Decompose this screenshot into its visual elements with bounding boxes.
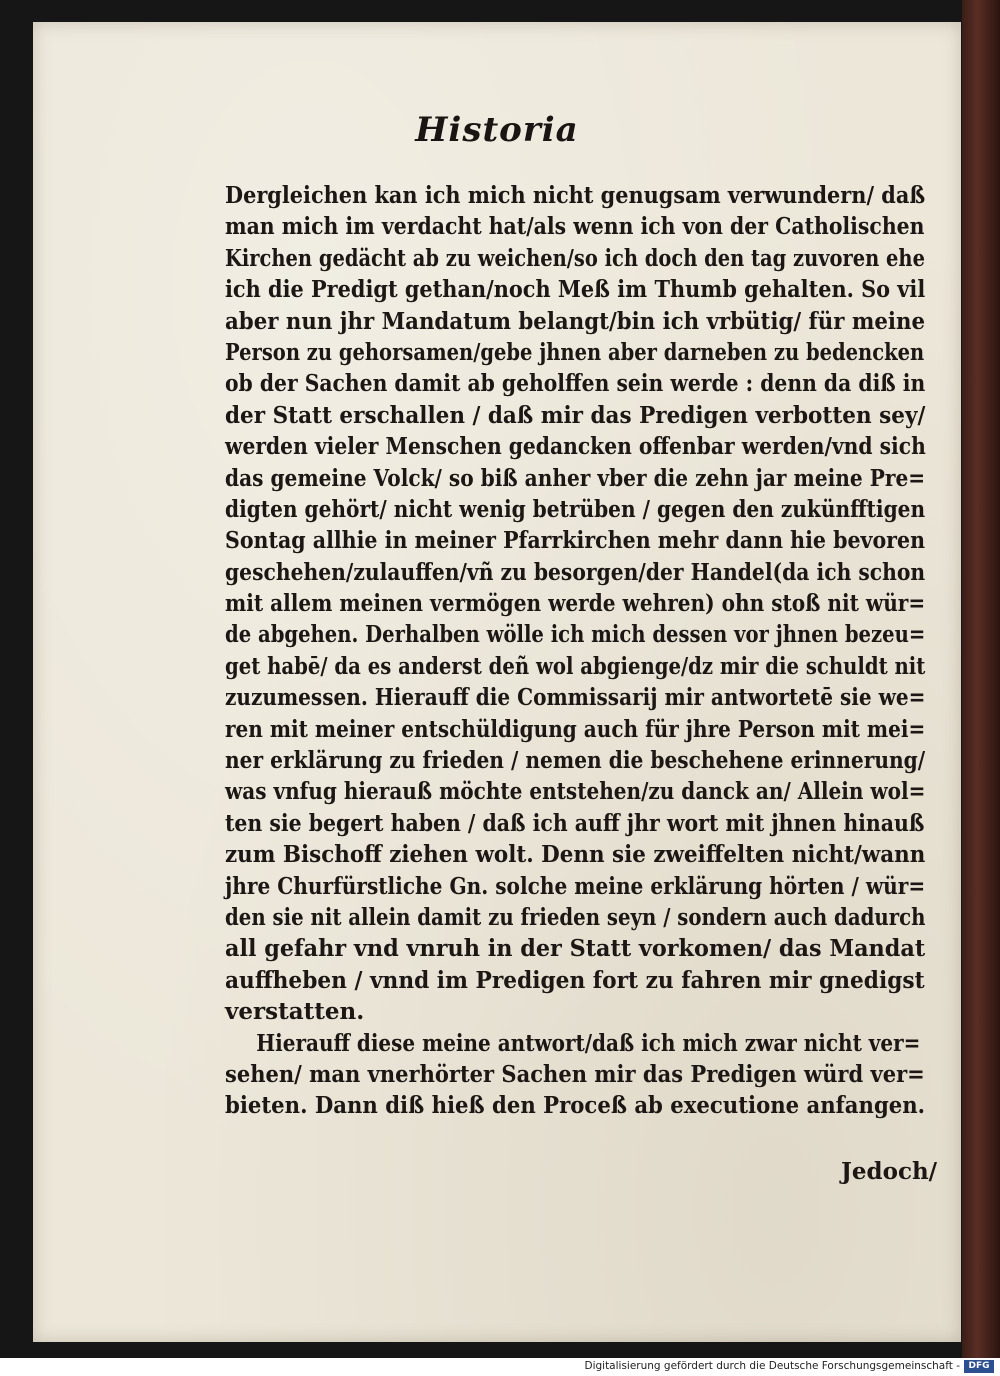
text-line: Kirchen gedächt ab zu weichen/so ich doch den tag zuvoren ehe <box>225 244 925 272</box>
text-line: Hierauff diese meine antwort/daß ich mich zwar nicht ver= <box>256 1029 921 1057</box>
text-line: verstatten. <box>225 998 365 1026</box>
text-line: mit allem meinen vermögen werde wehren) ohn stoß nit wür= <box>225 590 926 618</box>
text-line: sehen/ man vnerhörter Sachen mir das Predigen würd ver= <box>225 1060 925 1088</box>
text-line: zuzumessen. Hierauff die Commissarij mir antwortetē sie we= <box>225 684 926 712</box>
text-line: was vnfug hierauß möchte entstehen/zu danck an/ Allein wol= <box>225 778 926 806</box>
text-line: get habē/ da es anderst deñ wol abgienge/dz mir die schuldt nit <box>225 652 926 680</box>
body-text <box>225 180 925 1122</box>
text-line: ob der Sachen damit ab geholffen sein werde : denn da diß in <box>225 370 926 398</box>
text-line: Person zu gehorsamen/gebe jhnen aber darneben zu bedencken <box>225 338 925 366</box>
text-line: jhre Churfürstliche Gn. solche meine erklärung hörten / wür= <box>225 872 926 900</box>
book-page <box>33 22 961 1342</box>
text-line: geschehen/zulauffen/vñ zu besorgen/der Handel(da ich schon <box>225 558 926 586</box>
text-line: das gemeine Volck/ so biß anher vber die zehn jar meine Pre= <box>225 464 926 492</box>
text-line: den sie nit allein damit zu frieden seyn / sondern auch dadurch <box>225 903 926 931</box>
text-line: Dergleichen kan ich mich nicht genugsam verwundern/ daß <box>225 182 926 209</box>
text-line: ner erklärung zu frieden / nemen die beschehene erinnerung/ <box>225 747 926 775</box>
text-line: ren mit meiner entschüldigung auch für jhre Person mit mei= <box>225 715 926 743</box>
text-line: all gefahr vnd vnruh in der Statt vorkomen/ das Mandat <box>225 935 926 963</box>
text-line: digten gehört/ nicht wenig betrüben / gegen den zukünfftigen <box>225 495 926 523</box>
book-edge <box>962 0 1000 1358</box>
funding-credit: Digitalisierung gefördert durch die Deutsche Forschungsgemeinschaft - <box>584 1360 960 1372</box>
text-line: werden vieler Menschen gedancken offenbar werden/vnd sich <box>225 433 926 461</box>
text-line: man mich im verdacht hat/als wenn ich von der Catholischen <box>225 213 925 241</box>
text-line: bieten. Dann diß hieß den Proceß ab executione anfangen. <box>225 1092 926 1120</box>
dfg-logo: DFG <box>964 1360 994 1373</box>
text-line: auffheben / vnnd im Predigen fort zu fahren mir gnedigst <box>225 966 925 994</box>
text-line: ten sie begert haben / daß ich auff jhr wort mit jhnen hinauß <box>225 809 925 837</box>
text-line: Sontag allhie in meiner Pfarrkirchen mehr dann hie bevoren <box>225 527 926 555</box>
text-line: zum Bischoff ziehen wolt. Denn sie zweiffelten nicht/wann <box>225 841 926 869</box>
running-head: Historia <box>415 110 579 150</box>
text-line: de abgehen. Derhalben wölle ich mich dessen vor jhnen bezeu= <box>225 621 926 649</box>
text-line: ich die Predigt gethan/noch Meß im Thumb gehalten. So vil <box>225 276 926 304</box>
catchword: Jedoch/ <box>841 1158 938 1185</box>
text-line: der Statt erschallen / daß mir das Predigen verbotten sey/ <box>225 401 926 429</box>
text-line: aber nun jhr Mandatum belangt/bin ich vrbütig/ für meine <box>225 307 926 335</box>
footer-bar <box>0 1358 1000 1376</box>
